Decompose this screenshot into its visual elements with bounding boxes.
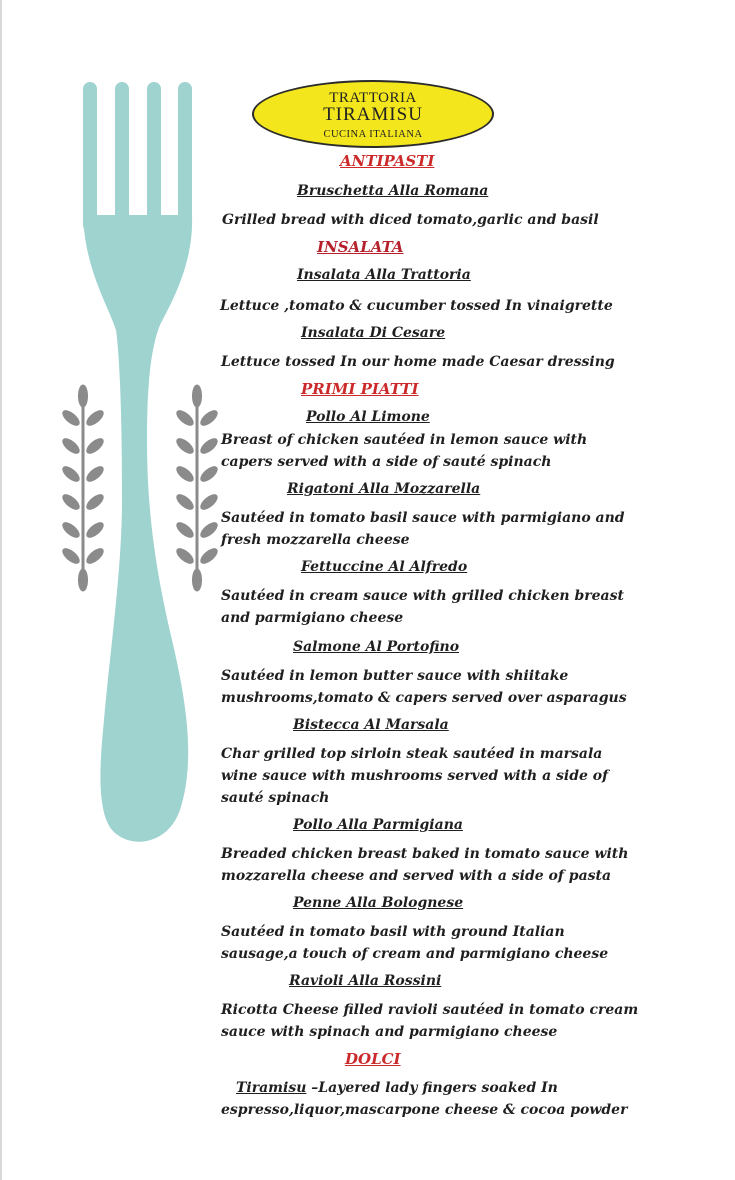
logo-line-trattoria: TRATTORIA: [329, 90, 417, 106]
dish-description: mushrooms,tomato & capers served over asparagus: [221, 690, 627, 706]
section-heading-insalata: INSALATA: [317, 238, 404, 256]
dish-description: wine sauce with mushrooms served with a side of: [221, 768, 609, 784]
dish-name: Insalata Di Cesare: [301, 325, 446, 341]
dish-description: Lettuce ,tomato & cucumber tossed In vinaigrette: [220, 298, 613, 314]
dish-name: Salmone Al Portofino: [293, 639, 460, 655]
dish-name: Rigatoni Alla Mozzarella: [287, 481, 481, 497]
dish-description: Breast of chicken sautéed in lemon sauce with: [221, 432, 588, 448]
dish-description: Sautéed in tomato basil sauce with parmigiano and: [221, 510, 625, 526]
logo-line-tiramisu: TIRAMISU: [323, 104, 423, 125]
dessert-description-line2: espresso,liquor,mascarpone cheese & cocoa powder: [221, 1102, 628, 1118]
dish-description: capers served with a side of sauté spinach: [221, 454, 552, 470]
logo-line-cucina: CUCINA ITALIANA: [323, 129, 423, 140]
fork-icon: [83, 82, 192, 842]
dessert-name: Tiramisu: [236, 1080, 307, 1096]
dish-name: Penne Alla Bolognese: [293, 895, 464, 911]
dish-description: Breaded chicken breast baked in tomato sauce with: [221, 846, 629, 862]
section-heading-dolci: DOLCI: [345, 1050, 401, 1068]
dish-description: Sautéed in tomato basil with ground Italian: [221, 924, 565, 940]
section-heading-antipasti: ANTIPASTI: [340, 152, 435, 170]
dish-description: and parmigiano cheese: [221, 610, 404, 626]
dish-description: fresh mozzarella cheese: [221, 532, 410, 548]
dish-description: Char grilled top sirloin steak sautéed in marsala: [221, 746, 603, 762]
dish-description: Ricotta Cheese filled ravioli sautéed in tomato cream: [221, 1002, 639, 1018]
dish-name: Fettuccine Al Alfredo: [301, 559, 468, 575]
dish-name: Pollo Al Limone: [306, 409, 430, 425]
dish-description: mozzarella cheese and served with a side of pasta: [221, 868, 612, 884]
dish-name: Ravioli Alla Rossini: [289, 973, 442, 989]
dish-description: Sautéed in cream sauce with grilled chicken breast: [221, 588, 624, 604]
section-heading-primi-piatti: PRIMI PIATTI: [301, 380, 419, 398]
leaf-sprig-icon: [174, 385, 219, 591]
dish-description: Sautéed in lemon butter sauce with shiitake: [221, 668, 569, 684]
dish-description: Grilled bread with diced tomato,garlic and basil: [222, 212, 599, 228]
dessert-description: –Layered lady fingers soaked In: [306, 1080, 558, 1096]
dish-description: sausage,a touch of cream and parmigiano cheese: [221, 946, 609, 962]
restaurant-logo: [252, 80, 494, 148]
dish-name: Pollo Alla Parmigiana: [293, 817, 463, 833]
dessert-item: [236, 1077, 558, 1099]
dish-name: Bruschetta Alla Romana: [297, 183, 489, 199]
dish-description: Lettuce tossed In our home made Caesar dressing: [221, 354, 615, 370]
dish-name: Bistecca Al Marsala: [293, 717, 449, 733]
leaf-sprig-icon: [60, 385, 105, 591]
dish-description: sauté spinach: [221, 790, 330, 806]
dish-name: Insalata Alla Trattoria: [297, 267, 471, 283]
dish-description: sauce with spinach and parmigiano cheese: [221, 1024, 558, 1040]
